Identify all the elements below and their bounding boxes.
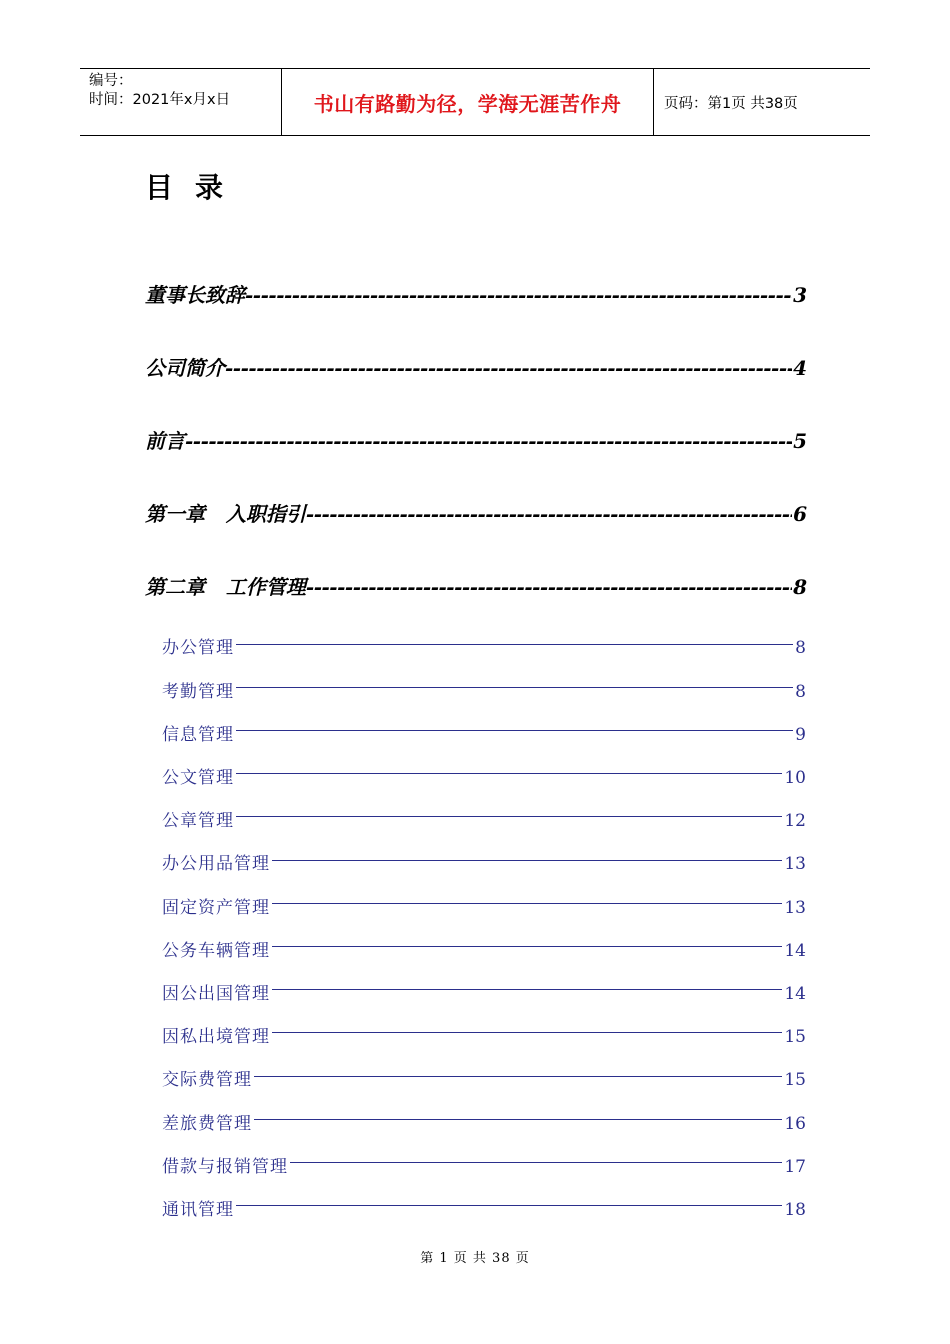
line-leader	[234, 806, 784, 826]
toc-sub-entry[interactable]	[162, 633, 806, 658]
toc-entry-page: 18	[784, 1199, 806, 1220]
toc-entry-label: 公文管理	[162, 767, 234, 788]
line-leader	[288, 1151, 784, 1171]
header-motto-cell	[282, 69, 654, 135]
line-leader	[270, 849, 784, 869]
toc-entry-label: 交际费管理	[162, 1070, 252, 1091]
toc-main-entry[interactable]	[145, 425, 807, 454]
line-leader	[234, 676, 795, 696]
number-label: 编号：	[89, 73, 133, 89]
toc-sub-entry[interactable]	[162, 676, 806, 701]
toc-entry-label: 第一章 入职指引	[145, 502, 306, 526]
page-footer: 第 1 页 共 38 页	[420, 1251, 530, 1266]
header-page-info-cell	[654, 69, 870, 135]
toc-entry-page: 8	[793, 575, 807, 599]
page-info: 页码：第1页 共38页	[664, 95, 798, 112]
toc-entry-label: 通讯管理	[162, 1199, 234, 1220]
line-leader	[270, 892, 784, 912]
dot-leader	[185, 429, 792, 453]
toc-entry-page: 12	[784, 811, 806, 832]
toc-entry-label: 因公出国管理	[162, 983, 270, 1004]
toc-entry-label: 因私出境管理	[162, 1027, 270, 1048]
toc-entry-page: 6	[793, 502, 807, 526]
toc-entry-page: 17	[784, 1156, 806, 1177]
dot-leader	[306, 502, 792, 526]
toc-sub-entry[interactable]	[162, 1195, 806, 1220]
toc-entry-label: 董事长致辞	[145, 283, 245, 307]
line-leader	[252, 1065, 784, 1085]
toc-sub-entry[interactable]	[162, 719, 806, 744]
toc-entry-label: 借款与报销管理	[162, 1156, 288, 1177]
toc-sub-entry[interactable]	[162, 1108, 806, 1133]
toc-sub-entry[interactable]	[162, 1151, 806, 1176]
toc-sub-entry[interactable]	[162, 892, 806, 917]
toc-entry-page: 14	[784, 983, 806, 1004]
line-leader	[270, 979, 784, 999]
toc-entry-label: 办公管理	[162, 638, 234, 659]
toc-sub-entry[interactable]	[162, 935, 806, 960]
line-leader	[270, 935, 784, 955]
toc-sub-entry[interactable]	[162, 979, 806, 1004]
page-header	[80, 68, 870, 136]
toc-entry-label: 公章管理	[162, 811, 234, 832]
toc-main-entry[interactable]	[145, 279, 807, 308]
toc-entry-page: 10	[784, 767, 806, 788]
toc-entry-page: 4	[793, 356, 807, 380]
toc-main-entry[interactable]	[145, 352, 807, 381]
line-leader	[252, 1108, 784, 1128]
toc-entry-label: 第二章 工作管理	[145, 575, 306, 599]
dot-leader	[245, 283, 792, 307]
toc-entry-page: 15	[784, 1070, 806, 1091]
toc-entry-page: 13	[784, 854, 806, 875]
toc-entry-page: 9	[795, 724, 806, 745]
toc-entry-label: 信息管理	[162, 724, 234, 745]
toc-entry-label: 公务车辆管理	[162, 940, 270, 961]
toc-sub-entry[interactable]	[162, 849, 806, 874]
header-meta	[80, 69, 282, 135]
toc-entry-label: 考勤管理	[162, 681, 234, 702]
line-leader	[234, 633, 795, 653]
toc-entry-label: 固定资产管理	[162, 897, 270, 918]
toc-entry-page: 15	[784, 1027, 806, 1048]
toc-entry-page: 16	[784, 1113, 806, 1134]
dot-leader	[306, 575, 792, 599]
toc-entry-page: 14	[784, 940, 806, 961]
line-leader	[270, 1022, 784, 1042]
toc-entry-page: 3	[793, 283, 807, 307]
line-leader	[234, 719, 795, 739]
toc-entry-label: 差旅费管理	[162, 1113, 252, 1134]
toc-entry-label: 前言	[145, 429, 185, 453]
toc-title: 目录	[145, 171, 246, 204]
toc-sub-entry[interactable]	[162, 806, 806, 831]
line-leader	[234, 763, 784, 783]
time-label: 时间：2021年x月x日	[89, 92, 231, 108]
toc-main-entry[interactable]	[145, 498, 807, 527]
toc-sub-entry[interactable]	[162, 1022, 806, 1047]
toc-entry-page: 8	[795, 681, 806, 702]
line-leader	[234, 1195, 784, 1215]
dot-leader	[225, 356, 792, 380]
toc-main-entry[interactable]	[145, 571, 807, 600]
toc-entry-label: 办公用品管理	[162, 854, 270, 875]
toc-sub-entry[interactable]	[162, 1065, 806, 1090]
toc-entry-page: 13	[784, 897, 806, 918]
toc-entry-label: 公司简介	[145, 356, 225, 380]
toc-entry-page: 8	[795, 638, 806, 659]
motto: 书山有路勤为径，学海无涯苦作舟	[313, 91, 622, 116]
toc-sub-entry[interactable]	[162, 763, 806, 788]
toc-entry-page: 5	[793, 429, 807, 453]
